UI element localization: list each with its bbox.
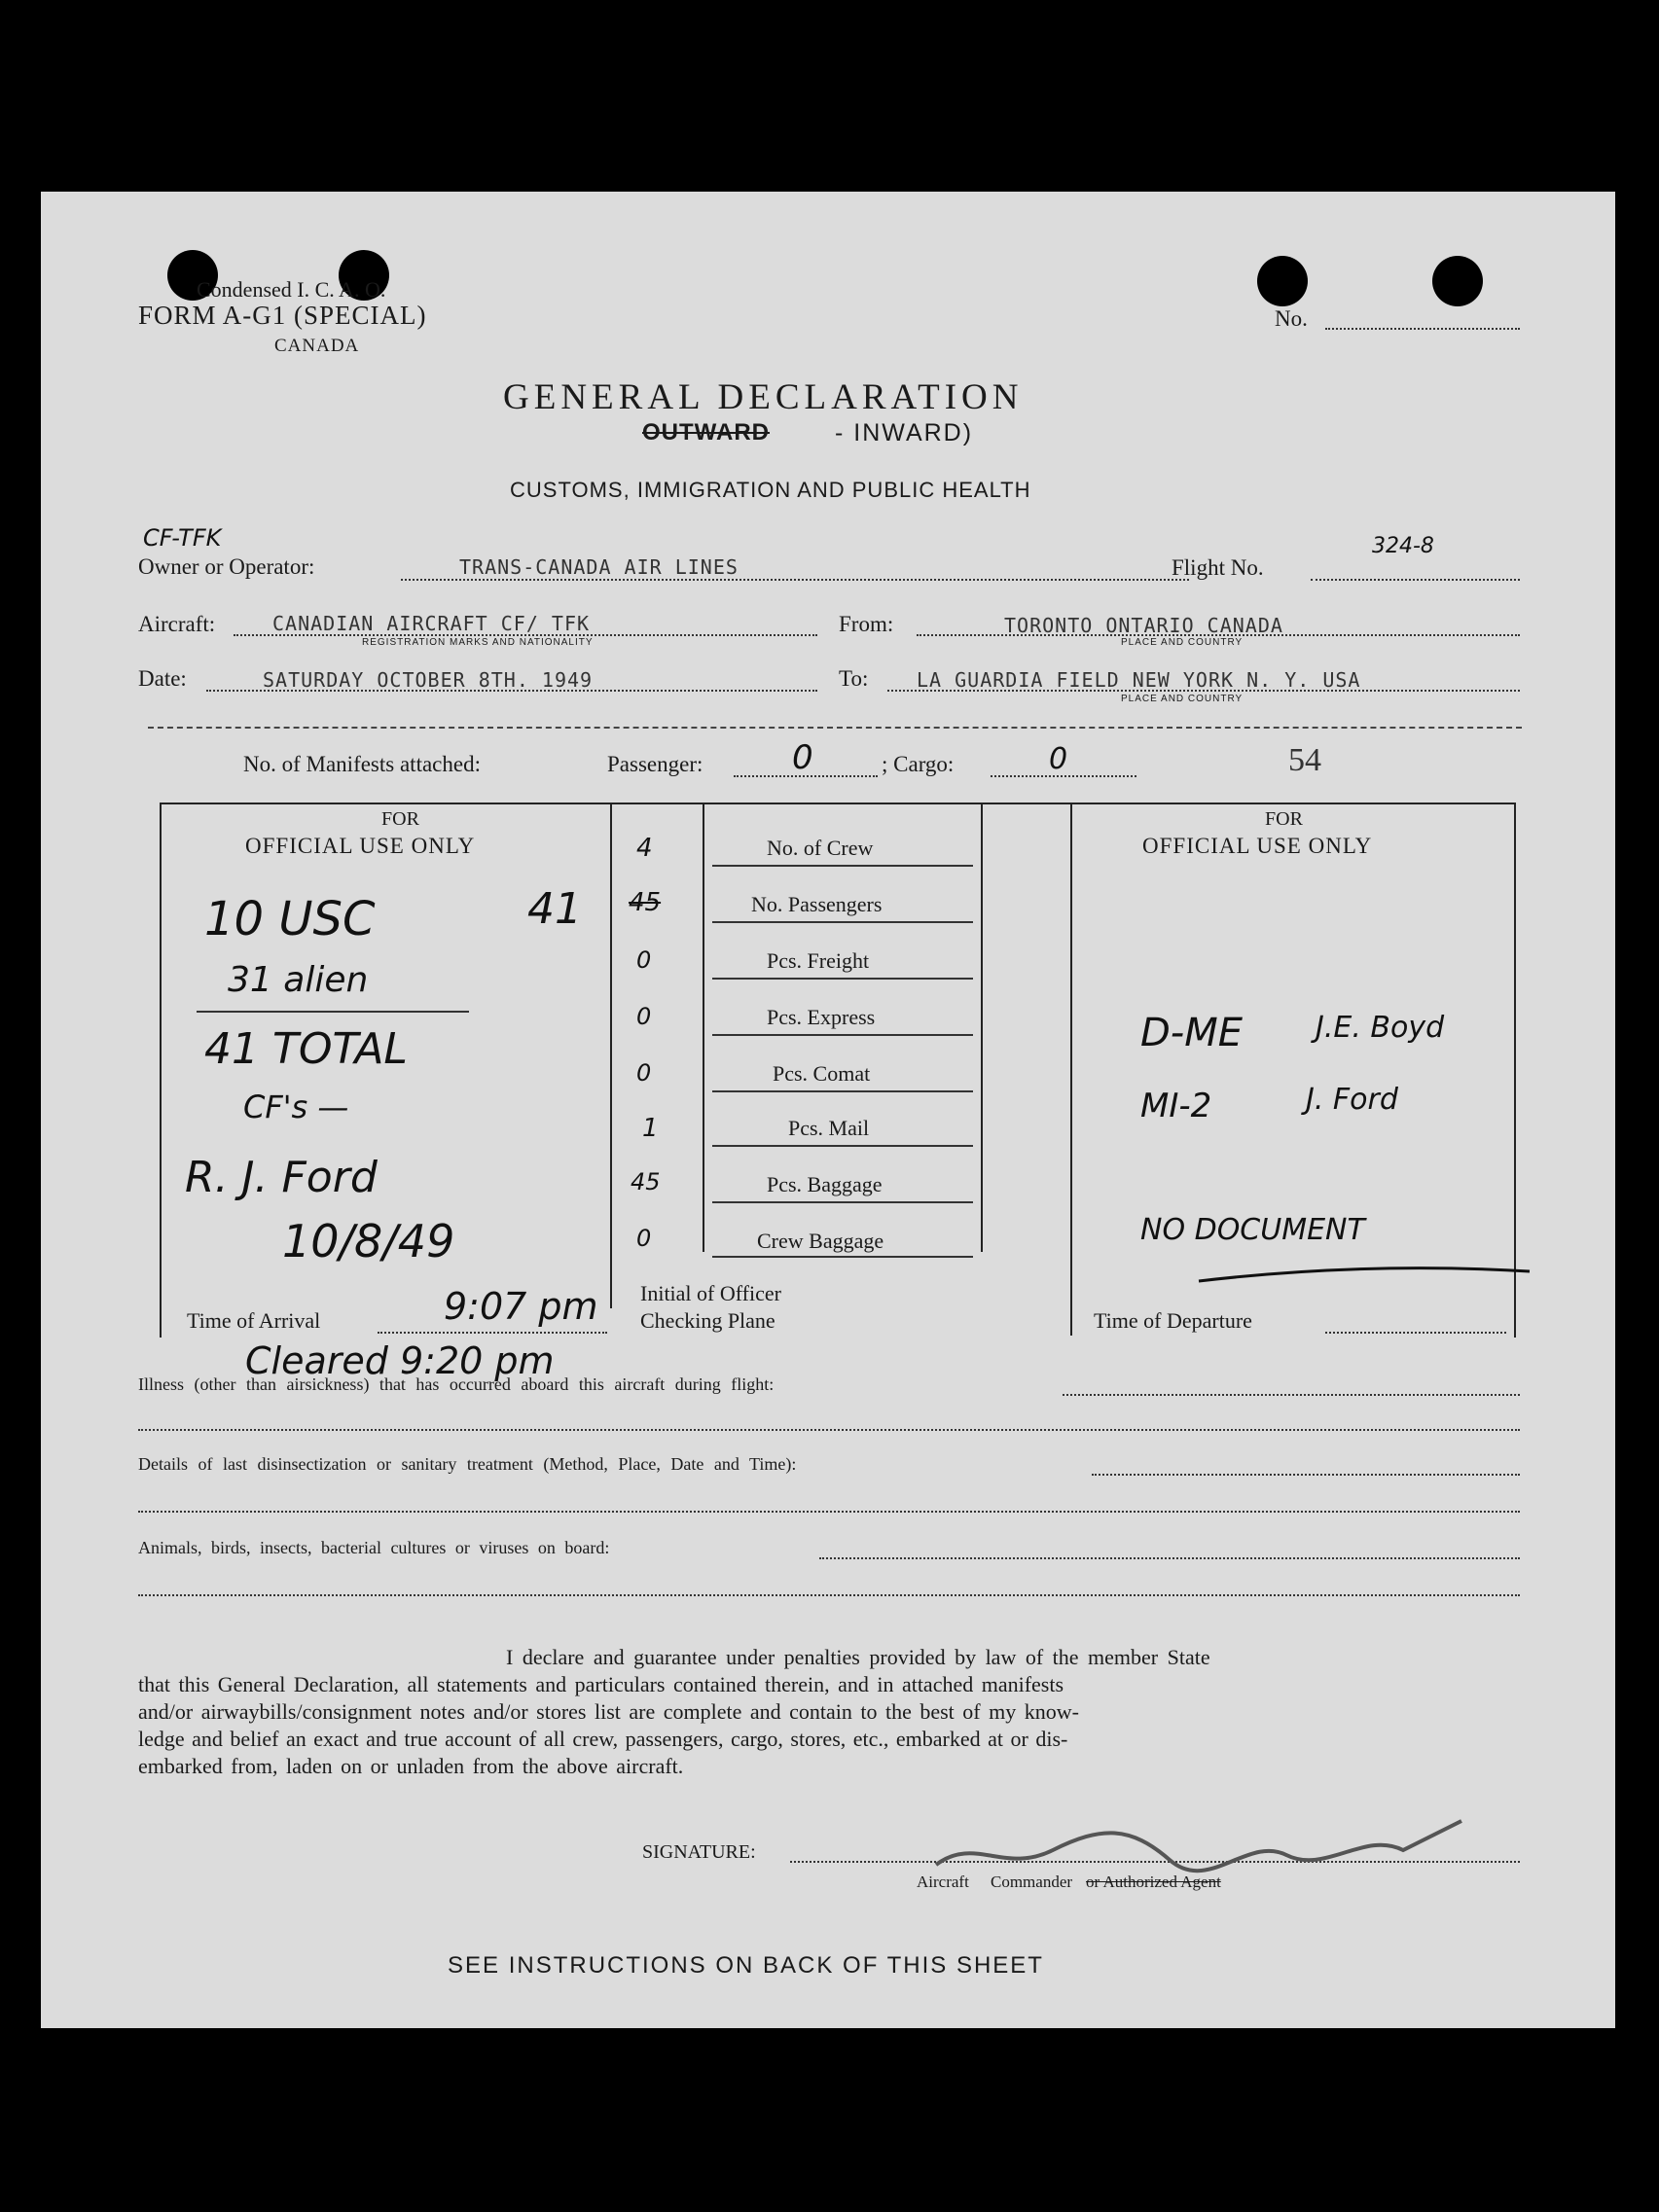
row-line: [712, 978, 973, 980]
to-label: To:: [839, 666, 869, 691]
initial-label-2: Checking Plane: [640, 1308, 775, 1333]
row-line: [712, 1201, 973, 1203]
left-note: 10/8/49: [282, 1215, 455, 1267]
row-line: [712, 1034, 973, 1036]
country-label: CANADA: [274, 336, 360, 356]
right-note: D-ME: [1140, 1011, 1244, 1055]
flight-no-value: 324-8: [1372, 534, 1434, 558]
manifests-label: No. of Manifests attached:: [243, 752, 481, 776]
aircraft-caption: REGISTRATION MARKS AND NATIONALITY: [362, 637, 594, 648]
subtitle-inward: - INWARD): [835, 419, 974, 446]
left-note: 41: [527, 884, 582, 934]
punch-hole: [1257, 256, 1308, 306]
signature-label: SIGNATURE:: [642, 1841, 756, 1863]
page-title: GENERAL DECLARATION: [503, 377, 1024, 417]
passenger-value: 0: [792, 738, 813, 777]
header-divider: [148, 727, 1522, 729]
right-header-official: OFFICIAL USE ONLY: [1142, 834, 1373, 858]
declaration-line: embarked from, laden on or unladen from the above aircraft.: [138, 1754, 684, 1778]
owner-line: [401, 579, 1189, 581]
details-line-2: [138, 1511, 1520, 1513]
table-divider: [610, 803, 612, 1308]
to-value: LA GUARDIA FIELD NEW YORK N. Y. USA: [917, 668, 1361, 692]
cargo-label: ; Cargo:: [882, 752, 955, 776]
sum-line: [197, 1011, 469, 1013]
to-caption: PLACE AND COUNTRY: [1121, 694, 1244, 704]
table-divider: [981, 803, 983, 1252]
baggage-value: 45: [631, 1168, 661, 1195]
right-header-for: FOR: [1265, 808, 1303, 830]
subtitle-struck: OUTWARD: [642, 419, 770, 446]
left-header-for: FOR: [381, 808, 419, 830]
declaration-line: I declare and guarantee under penalties provided by law of the member State: [506, 1645, 1210, 1669]
crew-baggage-label: Crew Baggage: [757, 1229, 884, 1253]
condensed-label: Condensed I. C. A. O.: [197, 277, 386, 302]
declaration-line: ledge and belief an exact and true account of all crew, passengers, cargo, stores, etc., embarked at or dis-: [138, 1727, 1068, 1751]
right-note: J.E. Boyd: [1316, 1011, 1445, 1045]
registration-handwritten: CF-TFK: [143, 524, 222, 552]
flight-no-label: Flight No.: [1172, 555, 1264, 580]
declaration-form: [41, 192, 1615, 2028]
freight-label: Pcs. Freight: [767, 948, 870, 973]
owner-label: Owner or Operator:: [138, 554, 315, 579]
illness-line: [1063, 1394, 1520, 1396]
flight-no-line: [1311, 579, 1520, 581]
signature-caption-struck: or Authorized Agent: [1086, 1873, 1221, 1891]
declaration-line: and/or airwaybills/consignment notes and/or stores list are complete and contain to the best of my know-: [138, 1699, 1079, 1724]
animals-line-2: [138, 1594, 1520, 1596]
punch-hole: [1432, 256, 1483, 306]
form-number: FORM A-G1 (SPECIAL): [138, 301, 427, 330]
left-header-official: OFFICIAL USE ONLY: [245, 834, 476, 858]
express-label: Pcs. Express: [767, 1005, 876, 1029]
owner-value: TRANS-CANADA AIR LINES: [459, 555, 739, 579]
initial-label-1: Initial of Officer: [640, 1281, 781, 1305]
no-label: No.: [1275, 306, 1308, 331]
table-divider: [1070, 803, 1072, 1336]
from-label: From:: [839, 612, 894, 636]
from-value: TORONTO ONTARIO CANADA: [1004, 614, 1283, 637]
express-value: 0: [636, 1003, 652, 1030]
row-line: [712, 1256, 973, 1258]
signature-caption-aircraft: Aircraft: [917, 1873, 969, 1891]
passengers-value: 45: [629, 888, 662, 917]
row-line: [712, 921, 973, 923]
row-line: [712, 1090, 973, 1092]
footer-instructions: SEE INSTRUCTIONS ON BACK OF THIS SHEET: [448, 1952, 1044, 1979]
row-line: [712, 1145, 973, 1147]
declaration-line: that this General Declaration, all statements and particulars contained therein, and in attached manifests: [138, 1672, 1064, 1696]
comat-value: 0: [636, 1059, 652, 1087]
section-title: CUSTOMS, IMMIGRATION AND PUBLIC HEALTH: [510, 478, 1031, 502]
aircraft-label: Aircraft:: [138, 612, 216, 636]
page-number: 54: [1288, 742, 1321, 778]
left-note: 31 alien: [228, 960, 369, 1000]
right-note: J. Ford: [1306, 1083, 1398, 1117]
departure-label: Time of Departure: [1094, 1308, 1252, 1333]
signature-caption-commander: Commander: [991, 1873, 1073, 1891]
crew-baggage-value: 0: [636, 1225, 652, 1252]
crew-value: 4: [636, 834, 653, 863]
passengers-label: No. Passengers: [751, 892, 883, 916]
cargo-value: 0: [1049, 742, 1068, 776]
animals-label: Animals, birds, insects, bacterial cultures or viruses on board:: [138, 1538, 610, 1557]
mail-value: 1: [642, 1114, 659, 1143]
row-line: [712, 865, 973, 867]
baggage-label: Pcs. Baggage: [767, 1172, 883, 1196]
underline-scribble: [1189, 1242, 1539, 1291]
arrival-label: Time of Arrival: [187, 1308, 321, 1333]
arrival-line: [378, 1332, 607, 1334]
aircraft-value: CANADIAN AIRCRAFT CF/ TFK: [272, 612, 591, 635]
cleared-note: Cleared 9:20 pm: [245, 1339, 555, 1382]
details-line: [1092, 1474, 1520, 1476]
illness-label: Illness (other than airsickness) that has occurred aboard this aircraft during flight:: [138, 1374, 775, 1394]
details-label: Details of last disinsectization or sanitary treatment (Method, Place, Date and Time):: [138, 1454, 797, 1474]
comat-label: Pcs. Comat: [773, 1061, 871, 1086]
right-note: NO DOCUMENT: [1140, 1213, 1365, 1247]
passenger-label: Passenger:: [607, 752, 703, 776]
right-note: MI-2: [1140, 1087, 1212, 1125]
left-note: CF's —: [243, 1088, 349, 1125]
date-label: Date:: [138, 666, 187, 691]
left-note: 41 TOTAL: [204, 1024, 408, 1074]
mail-label: Pcs. Mail: [788, 1116, 870, 1140]
table-divider: [703, 803, 704, 1252]
animals-line: [819, 1557, 1520, 1559]
departure-line: [1325, 1332, 1506, 1334]
illness-line-2: [138, 1429, 1520, 1431]
from-caption: PLACE AND COUNTRY: [1121, 637, 1244, 648]
date-value: SATURDAY OCTOBER 8TH. 1949: [263, 668, 594, 692]
left-note: 10 USC: [204, 892, 376, 946]
no-line: [1325, 328, 1520, 330]
left-note: R. J. Ford: [185, 1153, 378, 1202]
crew-label: No. of Crew: [767, 836, 874, 860]
freight-value: 0: [636, 946, 652, 974]
arrival-value: 9:07 pm: [444, 1285, 598, 1328]
